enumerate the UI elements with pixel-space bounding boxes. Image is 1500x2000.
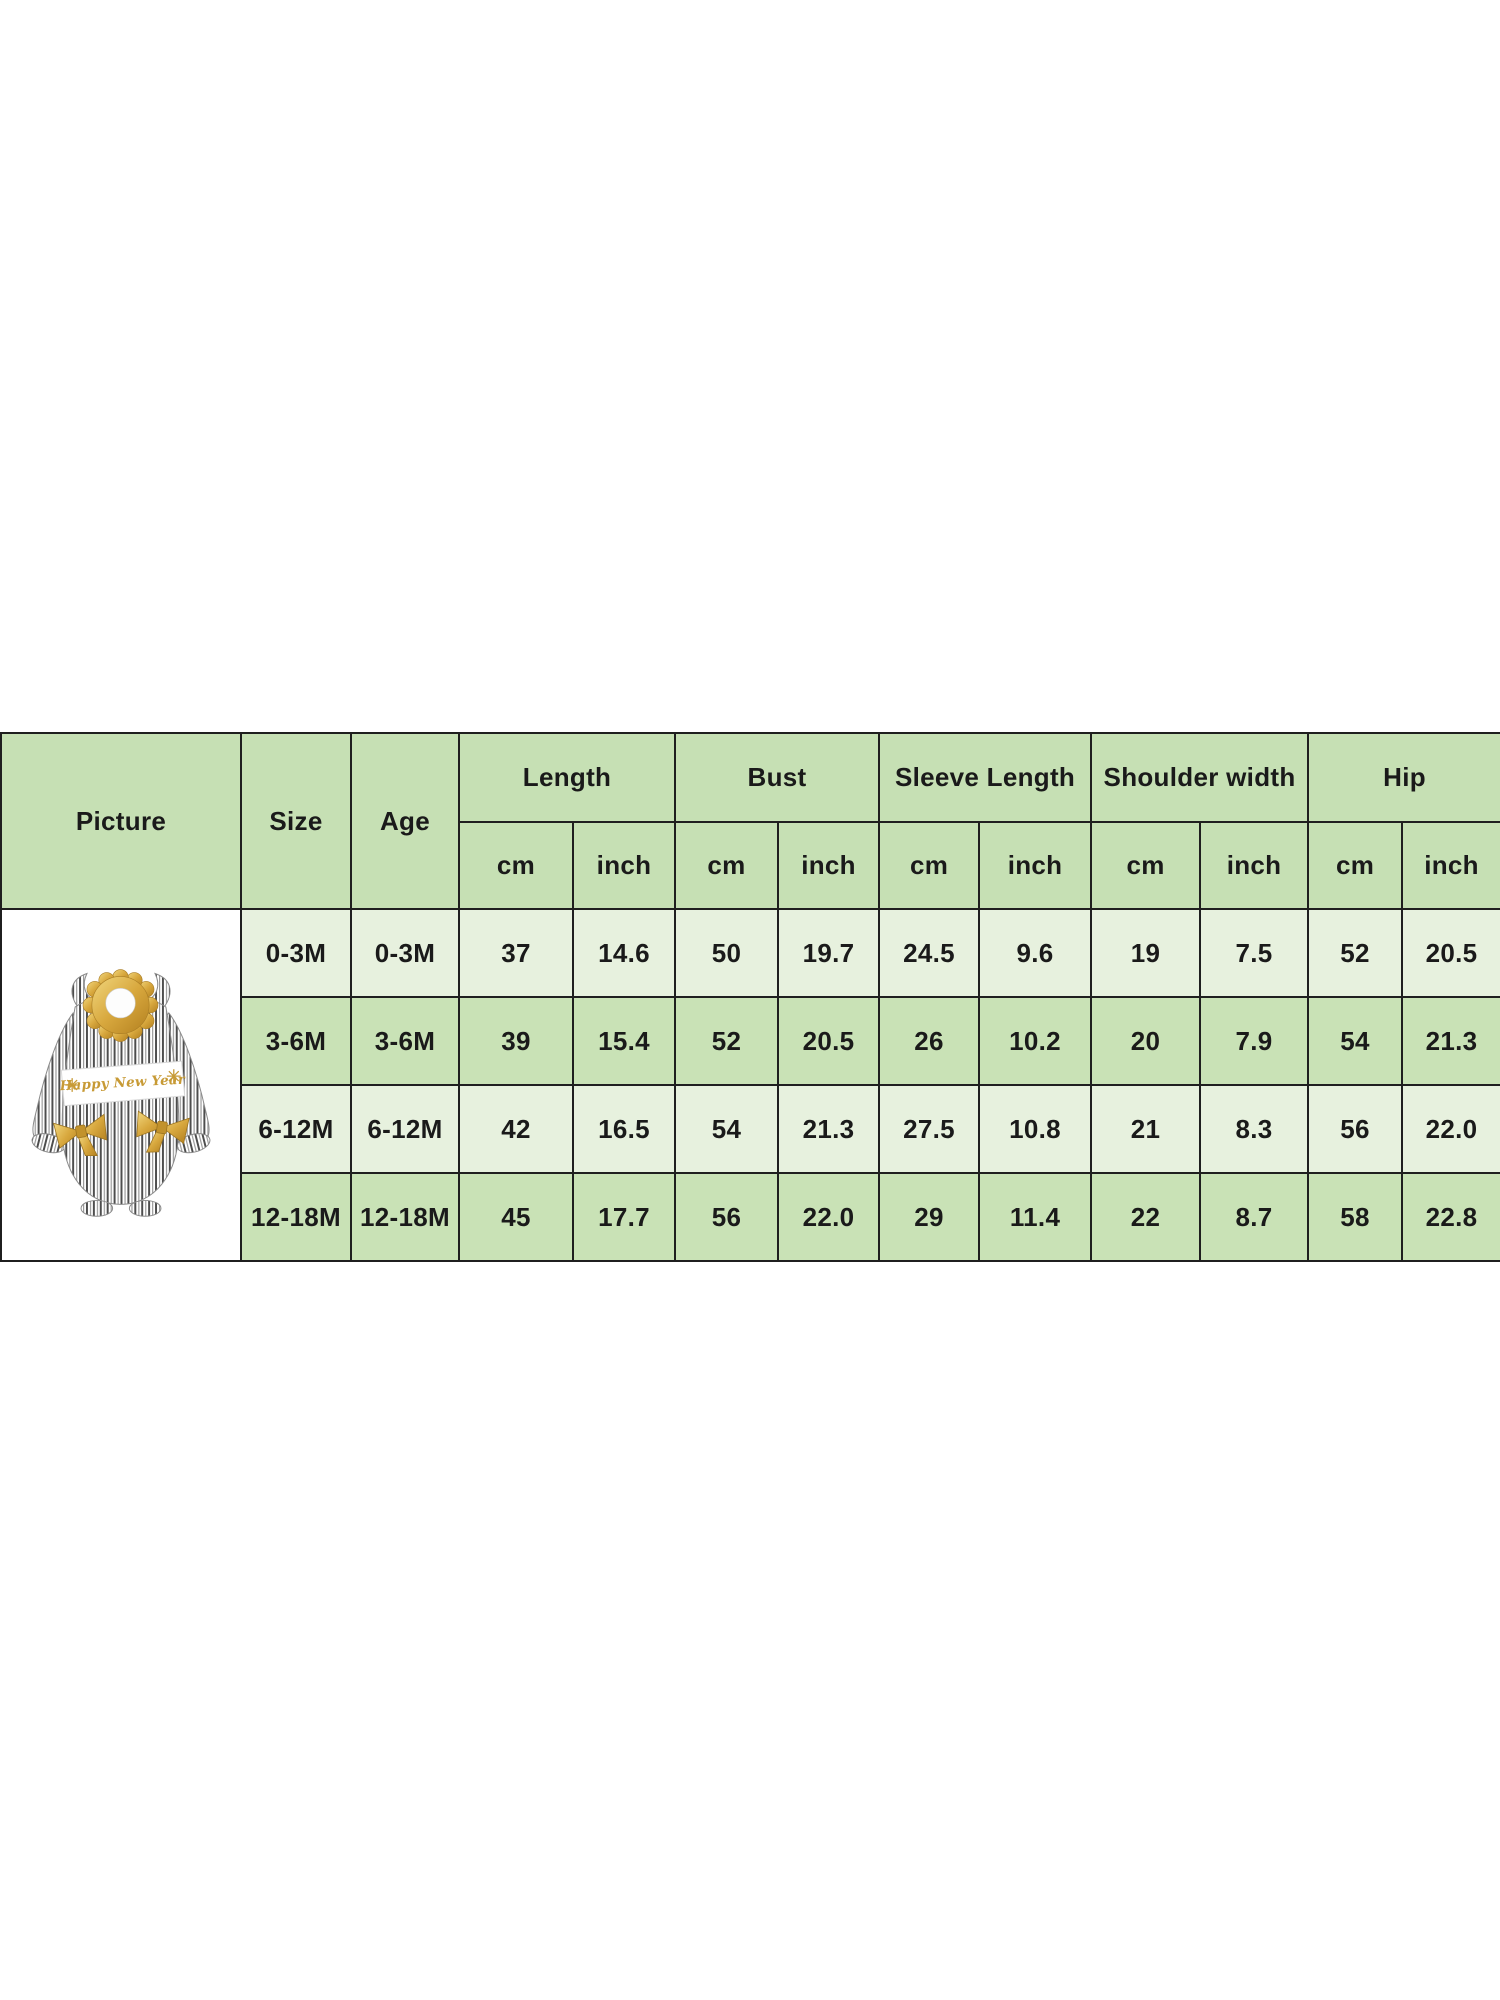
length-cm-cell: 39 <box>459 997 573 1085</box>
shoulder-cm-cell: 21 <box>1091 1085 1200 1173</box>
table-row <box>1 909 1500 997</box>
bust-cm-cell: 56 <box>675 1173 778 1261</box>
size-chart-table <box>0 732 1500 1262</box>
bust-inch-cell: 21.3 <box>778 1085 879 1173</box>
bust-inch-cell: 19.7 <box>778 909 879 997</box>
length-inch-cell: 14.6 <box>573 909 675 997</box>
hip-inch-cell: 22.0 <box>1402 1085 1500 1173</box>
sleeve-inch-cell: 10.8 <box>979 1085 1091 1173</box>
header-group-shoulder-width: Shoulder width <box>1091 733 1308 822</box>
bust-cm-cell: 54 <box>675 1085 778 1173</box>
age-cell: 6-12M <box>351 1085 459 1173</box>
length-cm-cell: 42 <box>459 1085 573 1173</box>
hip-inch-cell: 20.5 <box>1402 909 1500 997</box>
header-cell-picture: Picture <box>1 733 241 909</box>
unit-cell-hip-cm: cm <box>1308 822 1402 909</box>
size-cell: 6-12M <box>241 1085 351 1173</box>
length-cm-cell: 37 <box>459 909 573 997</box>
unit-cell-shoulder-cm: cm <box>1091 822 1200 909</box>
header-cell-size: Size <box>241 733 351 909</box>
hip-inch-cell: 22.8 <box>1402 1173 1500 1261</box>
hip-cm-cell: 56 <box>1308 1085 1402 1173</box>
bust-inch-cell: 20.5 <box>778 997 879 1085</box>
shoulder-inch-cell: 7.9 <box>1200 997 1308 1085</box>
hip-cm-cell: 52 <box>1308 909 1402 997</box>
product-photo-romper <box>2 922 240 1248</box>
romper-illustration <box>10 922 232 1248</box>
header-cell-age: Age <box>351 733 459 909</box>
sleeve-inch-cell: 9.6 <box>979 909 1091 997</box>
age-cell: 0-3M <box>351 909 459 997</box>
shoulder-cm-cell: 22 <box>1091 1173 1200 1261</box>
sleeve-cm-cell: 29 <box>879 1173 979 1261</box>
shoulder-inch-cell: 8.3 <box>1200 1085 1308 1173</box>
size-cell: 0-3M <box>241 909 351 997</box>
length-inch-cell: 17.7 <box>573 1173 675 1261</box>
product-picture-cell <box>1 909 241 1261</box>
header-group-hip: Hip <box>1308 733 1500 822</box>
unit-cell-shoulder-inch: inch <box>1200 822 1308 909</box>
unit-cell-bust-inch: inch <box>778 822 879 909</box>
length-inch-cell: 16.5 <box>573 1085 675 1173</box>
size-cell: 12-18M <box>241 1173 351 1261</box>
sleeve-inch-cell: 11.4 <box>979 1173 1091 1261</box>
bust-cm-cell: 52 <box>675 997 778 1085</box>
unit-cell-length-cm: cm <box>459 822 573 909</box>
unit-cell-sleeve-cm: cm <box>879 822 979 909</box>
banner-text: Happy New Year <box>59 1071 186 1095</box>
bust-cm-cell: 50 <box>675 909 778 997</box>
shoulder-cm-cell: 20 <box>1091 997 1200 1085</box>
unit-cell-length-inch: inch <box>573 822 675 909</box>
header-group-length: Length <box>459 733 675 822</box>
bust-inch-cell: 22.0 <box>778 1173 879 1261</box>
romper-right-leg-cuff <box>129 1200 161 1216</box>
hip-cm-cell: 54 <box>1308 997 1402 1085</box>
sleeve-cm-cell: 27.5 <box>879 1085 979 1173</box>
hip-cm-cell: 58 <box>1308 1173 1402 1261</box>
shoulder-inch-cell: 7.5 <box>1200 909 1308 997</box>
header-group-bust: Bust <box>675 733 879 822</box>
length-inch-cell: 15.4 <box>573 997 675 1085</box>
shoulder-inch-cell: 8.7 <box>1200 1173 1308 1261</box>
sleeve-cm-cell: 26 <box>879 997 979 1085</box>
age-cell: 12-18M <box>351 1173 459 1261</box>
romper-left-leg-cuff <box>81 1200 113 1216</box>
unit-cell-bust-cm: cm <box>675 822 778 909</box>
age-cell: 3-6M <box>351 997 459 1085</box>
sleeve-cm-cell: 24.5 <box>879 909 979 997</box>
hip-inch-cell: 21.3 <box>1402 997 1500 1085</box>
header-group-sleeve-length: Sleeve Length <box>879 733 1091 822</box>
sleeve-inch-cell: 10.2 <box>979 997 1091 1085</box>
unit-cell-hip-inch: inch <box>1402 822 1500 909</box>
size-cell: 3-6M <box>241 997 351 1085</box>
shoulder-cm-cell: 19 <box>1091 909 1200 997</box>
unit-cell-sleeve-inch: inch <box>979 822 1091 909</box>
header-row-groups <box>1 733 1500 822</box>
length-cm-cell: 45 <box>459 1173 573 1261</box>
